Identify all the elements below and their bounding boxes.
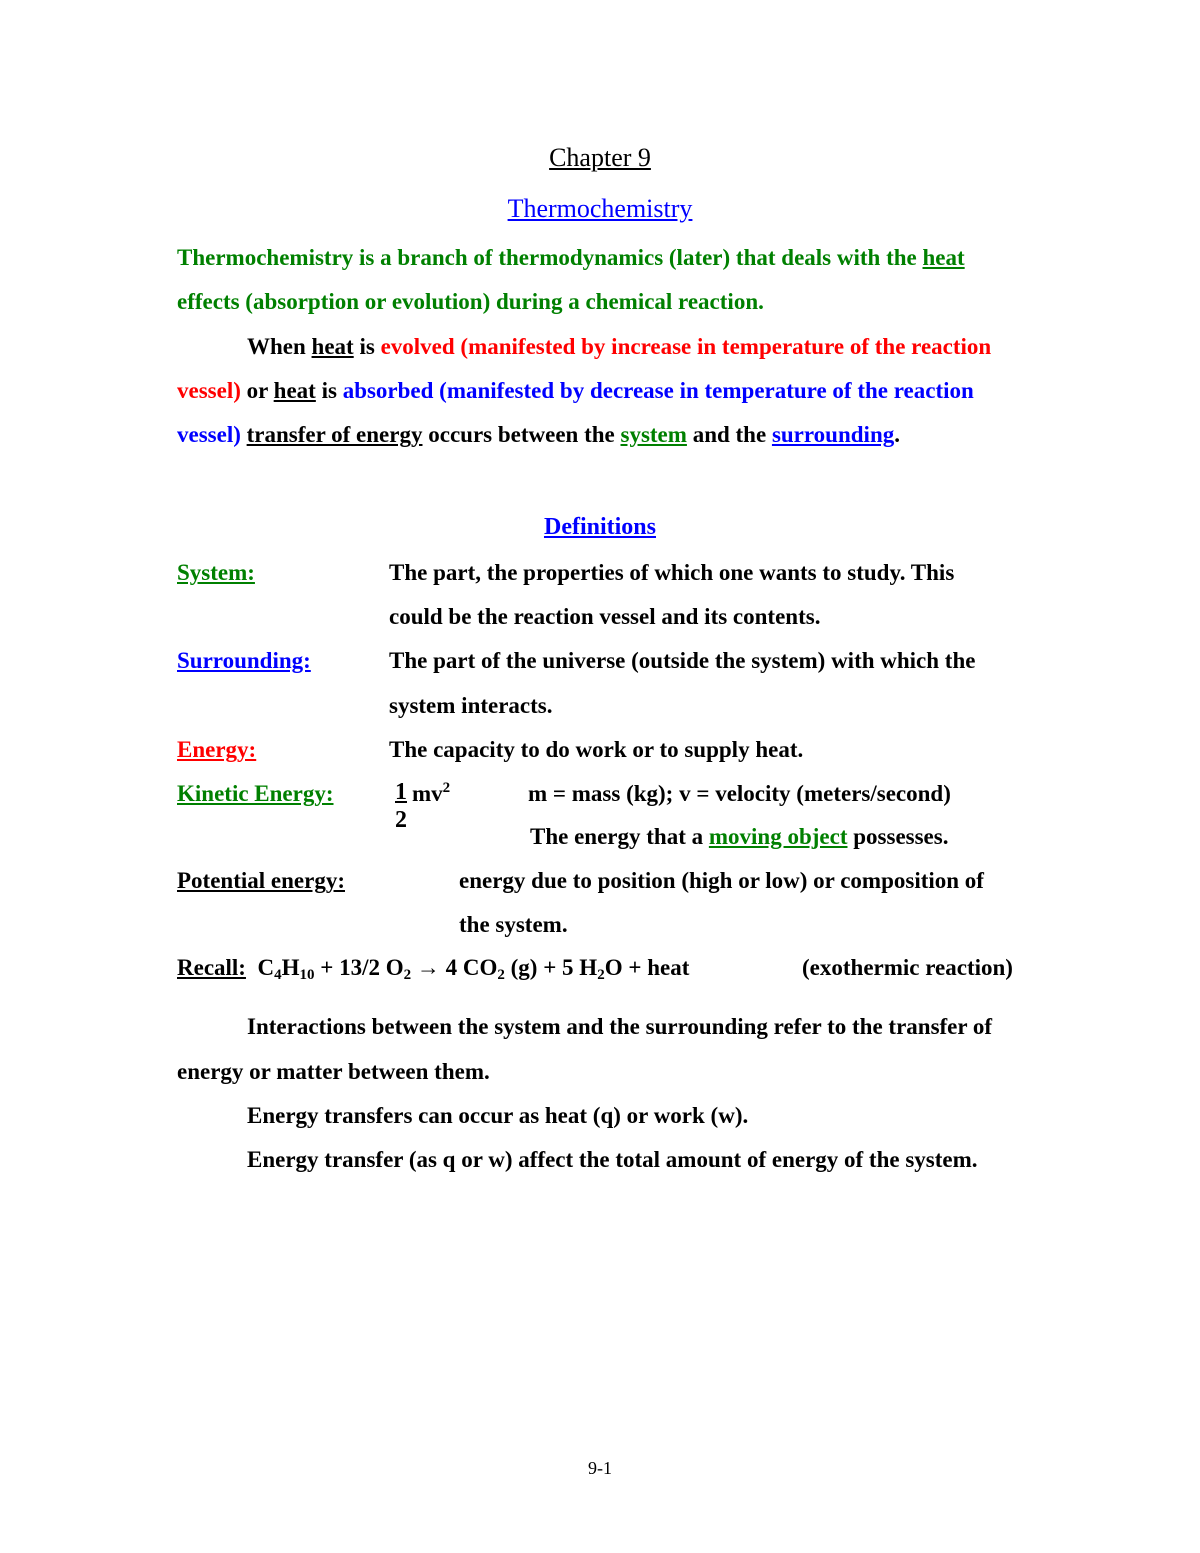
exothermic-note: (exothermic reaction) xyxy=(802,955,1013,980)
surrounding-definition-line-2: system interacts. xyxy=(389,693,553,718)
paragraph-2-line-1: When heat is evolved (manifested by increase in temperature of the reaction xyxy=(247,334,992,359)
recall-equation: Recall: $C_4H_{10} + 13/2$ $O_2 \to 4$ $CO_2$ (g) + 5 $H_2O$ + heat xyxy=(177,955,690,983)
recall-label: Recall: xyxy=(177,955,246,980)
system-definition-term: System: xyxy=(177,560,255,585)
closing-paragraph-1-line-1: Interactions between the system and the surrounding refer to the transfer of xyxy=(247,1014,993,1039)
energy-definition-term: Energy: xyxy=(177,737,257,762)
chapter-heading: Chapter 9 xyxy=(549,143,651,172)
moving-object-term: moving object xyxy=(708,824,848,849)
closing-paragraph-2: Energy transfers can occur as heat (q) or work (w). xyxy=(247,1103,749,1128)
energy-definition: The capacity to do work or to supply heat. xyxy=(389,737,804,762)
kinetic-energy-term: Kinetic Energy: xyxy=(177,781,334,806)
potential-energy-term: Potential energy: xyxy=(177,868,345,893)
closing-paragraph-1-line-2: energy or matter between them. xyxy=(177,1059,490,1084)
paragraph-2-line-2: vessel) or heat is absorbed (manifested by decrease in temperature of the reaction xyxy=(177,378,974,403)
definitions-heading: Definitions xyxy=(543,514,656,540)
fraction-denominator: 2 xyxy=(395,807,407,833)
closing-paragraph-3: Energy transfer (as q or w) affect the total amount of energy of the system. xyxy=(247,1147,978,1172)
system-definition-line-1: The part, the properties of which one wants to study. This xyxy=(389,560,955,585)
potential-definition-line-2: the system. xyxy=(459,912,568,937)
paragraph-2-line-3: vessel) transfer of energy occurs between the system and the surrounding. xyxy=(177,422,900,447)
system-definition-line-2: could be the reaction vessel and its contents. xyxy=(389,604,821,629)
surrounding-definition-line-1: The part of the universe (outside the system) with which the xyxy=(389,648,976,673)
potential-definition-line-1: energy due to position (high or low) or composition of xyxy=(459,868,984,893)
reaction-arrow: → xyxy=(416,955,440,980)
page-title: Thermochemistry xyxy=(507,194,693,223)
kinetic-variables: m = mass (kg); v = velocity (meters/second) xyxy=(528,781,951,806)
heat-term: heat xyxy=(922,245,965,270)
kinetic-formula: $mv^2$ xyxy=(412,780,451,806)
page-number: 9-1 xyxy=(588,1458,612,1478)
intro-line-1: Thermochemistry is a branch of thermodynamics (later) that deals with the heat xyxy=(177,245,965,270)
surrounding-term: surrounding xyxy=(771,422,895,447)
fraction-numerator: 1 xyxy=(395,779,407,805)
surrounding-definition-term: Surrounding: xyxy=(177,648,311,673)
kinetic-description: The energy that a moving object possesses. xyxy=(530,824,949,849)
intro-line-2: effects (absorption or evolution) during a chemical reaction. xyxy=(177,289,764,314)
system-term: system xyxy=(620,422,687,447)
